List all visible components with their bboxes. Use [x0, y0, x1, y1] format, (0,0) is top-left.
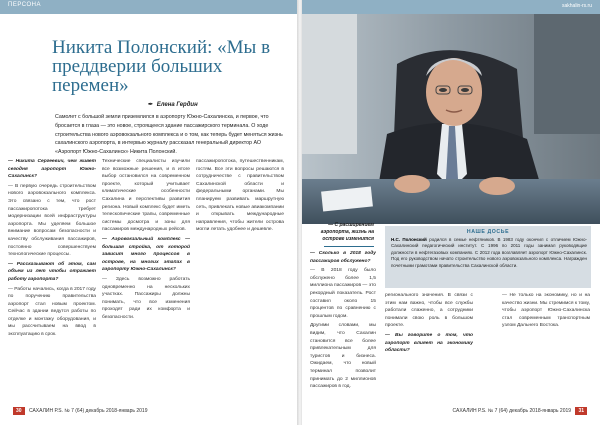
column-2-text: Технические специалисты изучили все возможные решения, и в итоге выбор остановился на современном проекте, который учитывает климатические особенности Сахалина и перспективы развития региона. Новый комплекс будет иметь телескопические трапы, современные системы досмотра и зоны для пассажиров международных рейсов.: [102, 159, 190, 233]
author-name: Елена Гердин: [156, 102, 198, 108]
question-3: — Аэровокзальный комплекс — большая стройка, от которой зависит много процессов в острове, на многих этапах в аэропорту Южно-Сахалинск?: [102, 236, 190, 273]
column-5-text: регионального значения. В связи с этим нам важно, чтобы все службы работали слаженно, а сотрудники понимали свою роль в большом проекте.: [385, 293, 473, 329]
page-number-right: 31: [575, 407, 587, 415]
photo-caption: — С расширением аэропорта, жизнь на острове изменится: [310, 222, 374, 247]
bio-sidebar: [385, 226, 591, 288]
byline: [148, 101, 198, 108]
site-label: sakhalin-rs.ru: [561, 3, 592, 9]
column-2: [102, 158, 190, 386]
portrait-photo: [302, 14, 600, 224]
section-label: ПЕРСОНА: [8, 2, 41, 8]
bio-name: Н.С. Полонский: [391, 237, 427, 242]
column-4: [310, 250, 376, 400]
page-number-left: 30: [13, 407, 25, 415]
answer-2: — Работы начались, когда в 2017 году по поручению правительства аэропорт стал новым проектом. Сейчас в здании ведутся работы по отделке и монтажу оборудования, и мы рассчитываем на ввод в эксплуатацию в срок.: [8, 286, 96, 338]
bio-title: НАШЕ ДОСЬЕ: [466, 229, 510, 235]
column-3-text: пассажиропотока, путешественникам, гостям. Все эти вопросы решаются в сотрудничестве с правительством Сахалинской области и федеральными органами. Мы планируем развивать маршрутную сеть, привлекать новые авиакомпании и открывать международные направления, чтобы жители острова могли летать удобнее и дешевле.: [196, 159, 284, 233]
top-bar-left: [0, 0, 298, 14]
issue-info-right: САХАЛИН Р.S. № 7 (64) декабрь 2018-январь 2019: [452, 408, 572, 414]
column-5: [385, 292, 473, 402]
column-4-text: Другими словами, мы видим, что Сахалин становится все более привлекательным для туристов и бизнеса. Ожидаем, что новый терминал позволит принимать до 2 миллионов пассажиров в год.: [310, 323, 376, 390]
footer-right: [453, 407, 591, 415]
answer-1: — В первую очередь строительством нового аэровокзального комплекса. Это связано с тем, что рост пассажиропотока требует модернизации всей инфраструктуры аэропорта. Мы уделяем большое внимание вопросам безопасности и качеству обслуживания пассажиров, постоянно совершенствуем технологические процессы.: [8, 183, 96, 258]
column-6: [502, 292, 590, 402]
bio-text: [391, 237, 587, 269]
top-bar-right: [302, 0, 600, 14]
question-4: — Сколько в 2018 году пассажиров обслужено?: [310, 251, 376, 264]
footer-left: [10, 407, 148, 415]
question-5: — Вы говорите о том, что аэропорт влияет на экономику области?: [385, 332, 473, 354]
answer-4: — В 2018 году было обслужено более 1,5 миллиона пассажиров — это рекордный показатель. Рост составил около 15 процентов по сравнению с прошлым годом.: [310, 268, 376, 319]
article-lead: Самолет с большой земли приземлился в аэропорту Южно-Сахалинска, и первое, что бросается в глаза — это новое, строящееся здание пассажирского терминала. О ходе строительства нового аэровокзального комплекса и о том, как теперь будет меняться жизнь сахалинского аэропорта, в интервью журналу рассказал генеральный директор АО «Аэропорт Южно-Сахалинск» Никита Полонский.: [55, 114, 283, 156]
column-1: [8, 158, 96, 386]
portrait-illustration: [302, 14, 600, 224]
column-6-text: — Не только на экономику, но и на качество жизни. Мы стремимся к тому, чтобы аэропорт Южно-Сахалинска стал современным транспортным узлом Дальнего Востока.: [502, 293, 590, 329]
article-headline: Никита Полонский: «Мы в преддверии больших перемен»: [52, 37, 271, 96]
question-1: — Никита Сергеевич, чем живет сегодня аэропорт Южно-Сахалинск?: [8, 159, 96, 180]
answer-3: — Здесь возможно работать одновременно на нескольких участках. Пассажиры должны понимать, что все изменения проходят ради их комфорта и безопасности.: [102, 276, 190, 320]
column-3: [196, 158, 284, 386]
left-page: [0, 0, 298, 425]
bio-body: родился в семье нефтяников. В 1983 году окончил с отличием Южно-Сахалинский педагогический институт. С 1996 по 2011 годы занимал руководящие должности в нефтегазовых компаниях. С 2012 года возглавляет аэропорт Южно-Сахалинск. Под его руководством начато строительство нового аэровокзального комплекса. Награжден почетными грамотами правительства Сахалинской области.: [391, 237, 587, 268]
pen-icon: ✒: [148, 102, 154, 108]
issue-info-left: САХАЛИН Р.S. № 7 (64) декабрь 2018-январь 2019: [28, 408, 148, 414]
question-2: — Рассказывают об этом, сам объем из лет чтобы отражает работу аэропорта?: [8, 261, 96, 282]
